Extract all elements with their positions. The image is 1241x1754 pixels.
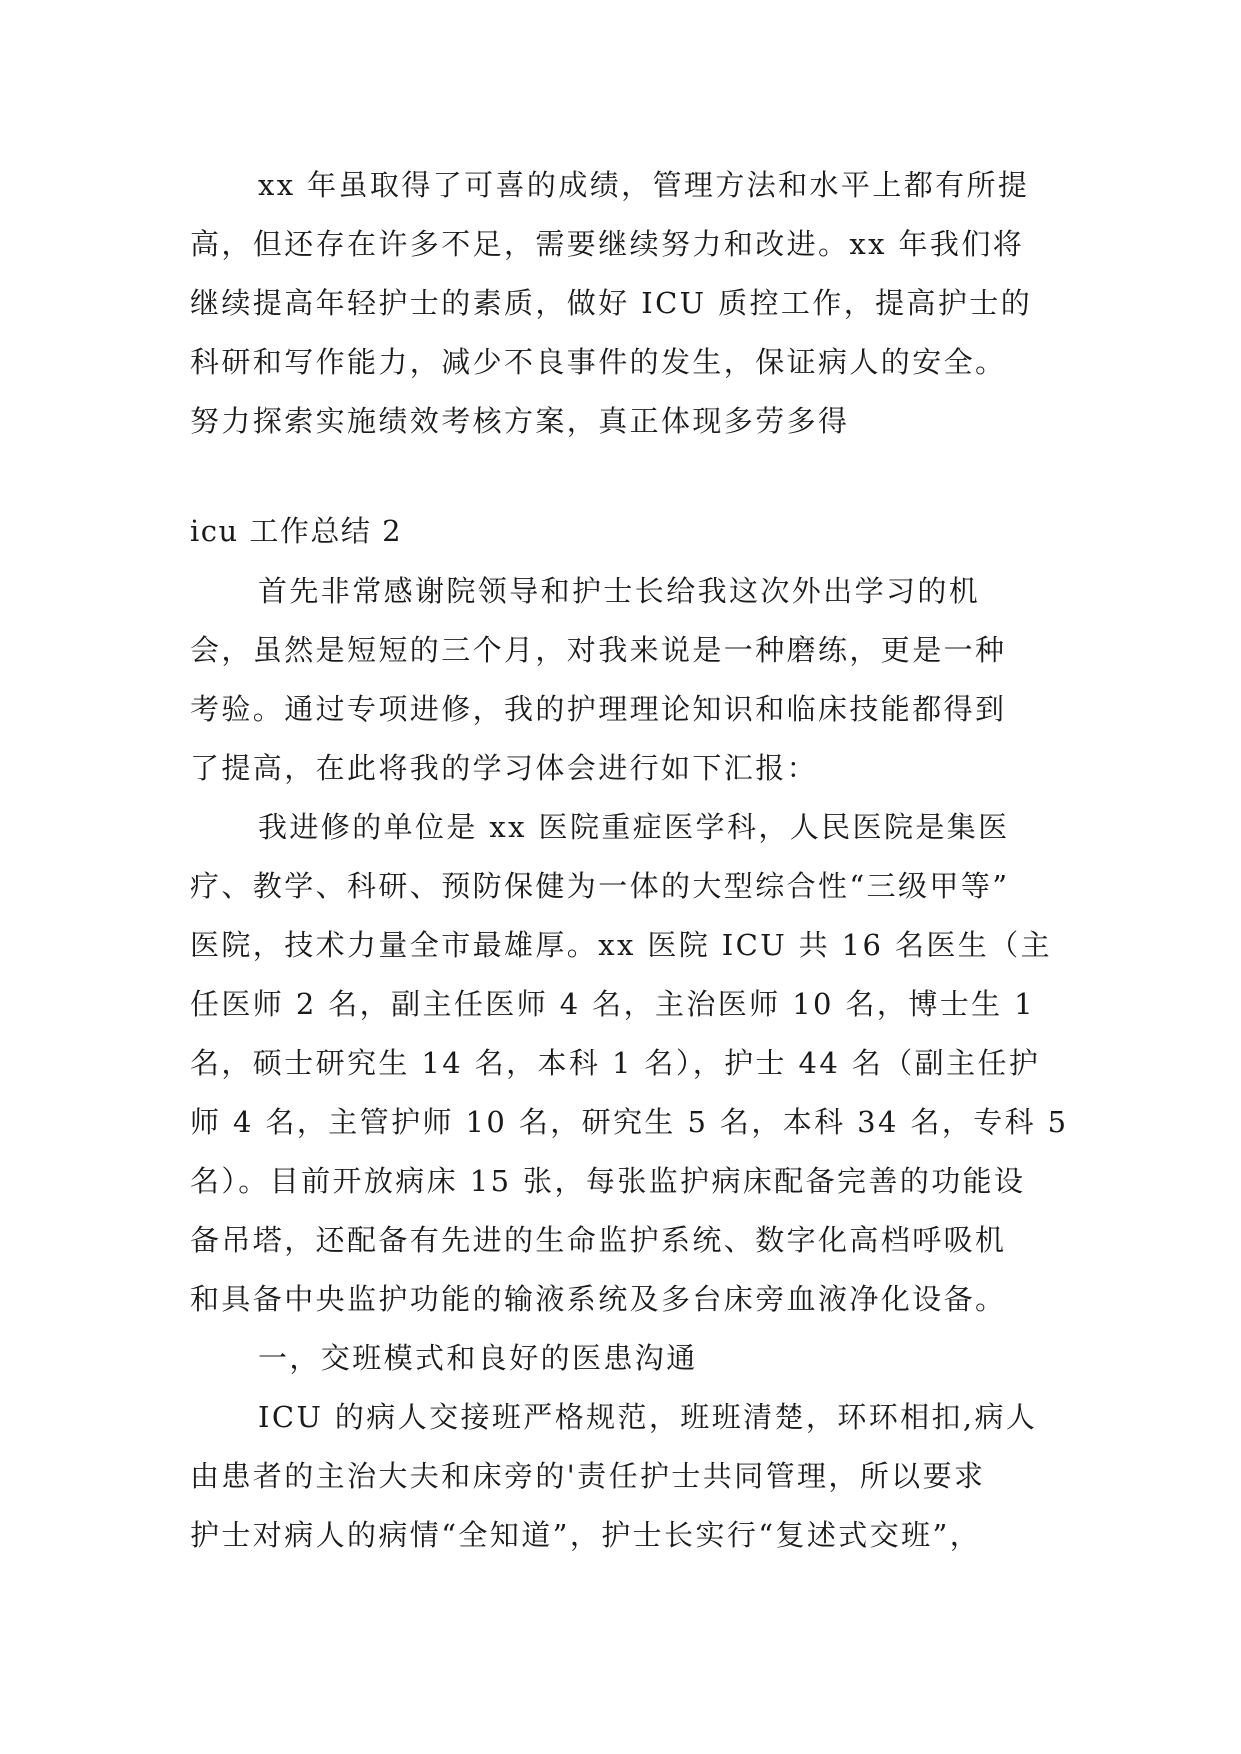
paragraph-line: 首先非常感谢院领导和护士长给我这次外出学习的机 <box>258 574 981 608</box>
section-heading: icu 工作总结 2 <box>190 514 403 548</box>
paragraph-line: 高，但还存在许多不足，需要继续努力和改进。xx 年我们将 <box>190 227 1025 261</box>
paragraph-line: xx 年虽取得了可喜的成绩，管理方法和水平上都有所提 <box>258 168 1030 202</box>
paragraph-line: 我进修的单位是 xx 医院重症医学科，人民医院是集医 <box>258 810 1010 844</box>
paragraph-line: 考验。通过专项进修，我的护理理论知识和临床技能都得到 <box>190 692 1007 726</box>
paragraph-line: 科研和写作能力，减少不良事件的发生，保证病人的安全。 <box>190 345 1007 379</box>
paragraph-line: 疗、教学、科研、预防保健为一体的大型综合性“三级甲等” <box>190 869 1010 903</box>
paragraph-line: 和具备中央监护功能的输液系统及多台床旁血液净化设备。 <box>190 1282 1007 1316</box>
paragraph-line: 了提高，在此将我的学习体会进行如下汇报： <box>190 751 819 785</box>
paragraph-line: 努力探索实施绩效考核方案，真正体现多劳多得 <box>190 404 850 438</box>
paragraph-line: 师 4 名，主管护师 10 名，研究生 5 名，本科 34 名，专科 5 <box>190 1105 1069 1139</box>
paragraph-line: 医院，技术力量全市最雄厚。xx 医院 ICU 共 16 名医生（主 <box>190 928 1052 962</box>
paragraph-line: 名，硕士研究生 14 名，本科 1 名），护士 44 名（副主任护 <box>190 1046 1041 1080</box>
paragraph-line: 任医师 2 名，副主任医师 4 名，主治医师 10 名，博士生 1 <box>190 987 1035 1021</box>
paragraph-line: ICU 的病人交接班严格规范，班班清楚，环环相扣,病人 <box>258 1400 1038 1434</box>
paragraph-line: 继续提高年轻护士的素质，做好 ICU 质控工作，提高护士的 <box>190 286 1033 320</box>
subsection-heading: 一，交班模式和良好的医患沟通 <box>258 1341 698 1375</box>
paragraph-line: 名）。目前开放病床 15 张，每张监护病床配备完善的功能设 <box>190 1164 1026 1198</box>
paragraph-line: 会，虽然是短短的三个月，对我来说是一种磨练，更是一种 <box>190 633 1007 667</box>
paragraph-line: 护士对病人的病情“全知道”，护士长实行“复述式交班”， <box>190 1518 982 1552</box>
paragraph-line: 备吊塔，还配备有先进的生命监护系统、数字化高档呼吸机 <box>190 1223 1007 1257</box>
paragraph-line: 由患者的主治大夫和床旁的'责任护士共同管理，所以要求 <box>190 1459 986 1493</box>
